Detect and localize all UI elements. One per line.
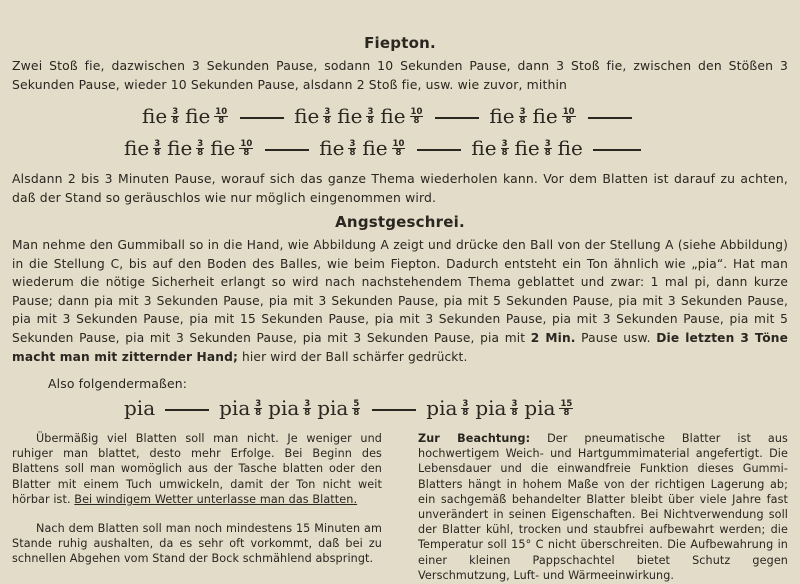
fraction-numerator: 3	[367, 106, 374, 117]
fraction-3-8	[171, 108, 179, 125]
pia-word: pia	[219, 396, 251, 420]
fraction-numerator: 3	[544, 138, 551, 149]
zur-beachtung-text: Der pneumatische Blatter ist aus hochwertigem Weich- und Hartgummimaterial angefertigt. Die Lebensdauer und die einwandfreie Funktion dieses Gummi-Blatters hängt in hohem Maße von der richtigen Lagerung ab; ein sachgemäß behandelter Blatter bleibt über viele Jahre fast unverändert in seinen Eigenschaften. Bei Nichtverwendung soll der Blatter kühl, trocken und staubfrei aufbewahrt werden; die Temperatur soll 15° C nicht überschreiten. Die Aufbewahrung in einer kleinen Pappschachtel bietet Schutz gegen Verschmutzung, Luft- und Wärmeeinwirkung.	[418, 432, 788, 582]
pia-word: pia	[475, 396, 507, 420]
left-para-2: Nach dem Blatten soll man noch mindestens 15 Minuten am Stande ruhig aushalten, da es sehr oft vorkommt, daß bei zu schnellen Abgehen vom Stand der Bock schmählend abspringt.	[12, 522, 382, 566]
fie-word: fie	[362, 136, 388, 160]
fraction-denominator: 8	[304, 407, 311, 418]
fie-word: fie	[532, 104, 558, 128]
fraction-3-8	[153, 140, 161, 157]
fraction-numerator: 3	[255, 398, 262, 409]
fraction-3-8	[303, 400, 311, 417]
pause-dash	[588, 117, 632, 119]
fraction-3-8	[461, 400, 469, 417]
fraction-3-8	[196, 140, 204, 157]
angstgeschrei-heading: Angstgeschrei.	[335, 213, 465, 231]
fraction-10-8	[562, 108, 576, 125]
fraction-15-8	[559, 400, 573, 417]
fraction-denominator: 8	[367, 115, 374, 126]
fie-word: fie	[471, 136, 497, 160]
fie-word: fie	[142, 104, 168, 128]
fraction-3-8	[366, 108, 374, 125]
also-label: Also folgendermaßen:	[48, 376, 188, 391]
fraction-10-8	[239, 140, 253, 157]
fraction-denominator: 8	[353, 407, 360, 418]
right-column	[418, 431, 788, 583]
pia-word: pia	[268, 396, 300, 420]
fraction-numerator: 3	[304, 398, 311, 409]
fraction-denominator: 8	[395, 147, 402, 158]
fiepton-intro: Zwei Stoß fie, dazwischen 3 Sekunden Pause, sodann 10 Sekunden Pause, dann 3 Stoß fie, zwischen den Stößen 3 Sekunden Pause, wieder 10 Sekunden Pause, alsdann 2 Stoß fie, usw. wie zuvor, mithin	[12, 58, 788, 92]
fraction-10-8	[214, 108, 228, 125]
fraction-numerator: 3	[349, 138, 356, 149]
fraction-numerator: 3	[519, 106, 526, 117]
fraction-denominator: 8	[218, 115, 225, 126]
fraction-numerator: 10	[240, 138, 253, 149]
pause-dash	[435, 117, 479, 119]
fraction-denominator: 8	[544, 147, 551, 158]
fraction-3-8	[254, 400, 262, 417]
fraction-denominator: 8	[243, 147, 250, 158]
fie-word: fie	[185, 104, 211, 128]
pause-dash	[417, 149, 461, 151]
fraction-denominator: 8	[324, 115, 331, 126]
fraction-3-8	[348, 140, 356, 157]
fraction-denominator: 8	[154, 147, 161, 158]
pause-dash	[265, 149, 309, 151]
fraction-numerator: 10	[410, 106, 423, 117]
fie-word: fie	[124, 136, 150, 160]
pia-word: pia	[317, 396, 349, 420]
fraction-3-8	[323, 108, 331, 125]
fiepton-after: Alsdann 2 bis 3 Minuten Pause, worauf sich das ganze Thema wiederholen kann. Vor dem Blatten ist darauf zu achten, daß der Stand so geräuschlos wie nur möglich eingenommen wird.	[12, 171, 788, 205]
fie-word: fie	[557, 136, 583, 160]
fraction-numerator: 10	[562, 106, 575, 117]
fraction-numerator: 3	[154, 138, 161, 149]
fiepton-heading: Fiepton.	[364, 34, 436, 52]
fie-notation-line-2	[122, 136, 649, 160]
fraction-denominator: 8	[563, 407, 570, 418]
pia-word: pia	[124, 396, 156, 420]
fraction-numerator: 3	[324, 106, 331, 117]
fraction-denominator: 8	[255, 407, 262, 418]
left-para-1: Übermäßig viel Blatten soll man nicht. Je weniger und ruhiger man blattet, desto mehr Erfolge. Bei Beginn des Blattens soll man womöglich aus der Tasche blatten oder den Blatter mit einem Tuch umwickeln, damit der Ton nicht weit hörbar ist. Bei windigem Wetter unterlasse man das Blatten.	[12, 432, 382, 506]
fraction-denominator: 8	[349, 147, 356, 158]
fraction-10-8	[392, 140, 406, 157]
fraction-numerator: 15	[560, 398, 573, 409]
fraction-3-8	[544, 140, 552, 157]
fraction-denominator: 8	[197, 147, 204, 158]
fie-word: fie	[489, 104, 515, 128]
fraction-3-8	[510, 400, 518, 417]
fraction-10-8	[410, 108, 424, 125]
pia-word: pia	[426, 396, 458, 420]
pia-notation	[122, 396, 577, 420]
fie-word: fie	[167, 136, 193, 160]
fraction-denominator: 8	[172, 115, 179, 126]
pause-dash	[240, 117, 284, 119]
windy-weather-note: Bei windigem Wetter unterlasse man das Blatten.	[74, 492, 358, 506]
fraction-denominator: 8	[511, 407, 518, 418]
fraction-denominator: 8	[565, 115, 572, 126]
pause-dash	[593, 149, 641, 151]
fie-word: fie	[210, 136, 236, 160]
zur-beachtung-label: Zur Beachtung:	[418, 432, 531, 445]
pause-dash	[372, 409, 416, 411]
angstgeschrei-body: Man nehme den Gummiball so in die Hand, wie Abbildung A zeigt und drücke den Ball von der Stellung A (siehe Abbildung) in die Stellung C, bis auf den Boden des Balles, wie beim Fiepton. Dadurch entsteht ein Ton ähnlich wie „pia“. Hat man wiederum die nötige Sicherheit erlangt so wird nach nachstehendem Thema geblattet und zwar: 1 mal pi, dann kurze Pause; dann pia mit 3 Sekunden Pause, pia mit 3 Sekunden Pause, pia mit 5 Sekunden Pause, pia mit 3 Sekunden Pause, pia mit 3 Sekunden Pause, pia mit 15 Sekunden Pause, pia mit 3 Sekunden Pause, pia mit 3 Sekunden Pause, pia mit 5 Sekunden Pause, pia mit 3 Sekunden Pause, pia mit 3 Sekunden Pause, pia mit 2 Min. Pause usw. Die letzten 3 Töne macht man mit zitternder Hand; hier wird der Ball schärfer gedrückt.	[12, 238, 789, 364]
pause-dash	[165, 409, 209, 411]
fraction-numerator: 10	[215, 106, 228, 117]
fraction-numerator: 3	[172, 106, 179, 117]
fraction-3-8	[519, 108, 527, 125]
left-column	[12, 431, 382, 567]
fie-word: fie	[294, 104, 320, 128]
fraction-3-8	[501, 140, 509, 157]
fie-word: fie	[380, 104, 406, 128]
fraction-5-8	[352, 400, 360, 417]
fie-word: fie	[337, 104, 363, 128]
fraction-numerator: 5	[353, 398, 360, 409]
fraction-denominator: 8	[519, 115, 526, 126]
fie-notation-line-1	[140, 104, 640, 128]
fie-word: fie	[319, 136, 345, 160]
fraction-denominator: 8	[501, 147, 508, 158]
fraction-numerator: 3	[197, 138, 204, 149]
pia-word: pia	[524, 396, 556, 420]
fraction-denominator: 8	[462, 407, 469, 418]
fraction-numerator: 3	[511, 398, 518, 409]
fraction-numerator: 3	[462, 398, 469, 409]
fraction-numerator: 3	[501, 138, 508, 149]
fie-word: fie	[514, 136, 540, 160]
fraction-denominator: 8	[413, 115, 420, 126]
fraction-numerator: 10	[392, 138, 405, 149]
